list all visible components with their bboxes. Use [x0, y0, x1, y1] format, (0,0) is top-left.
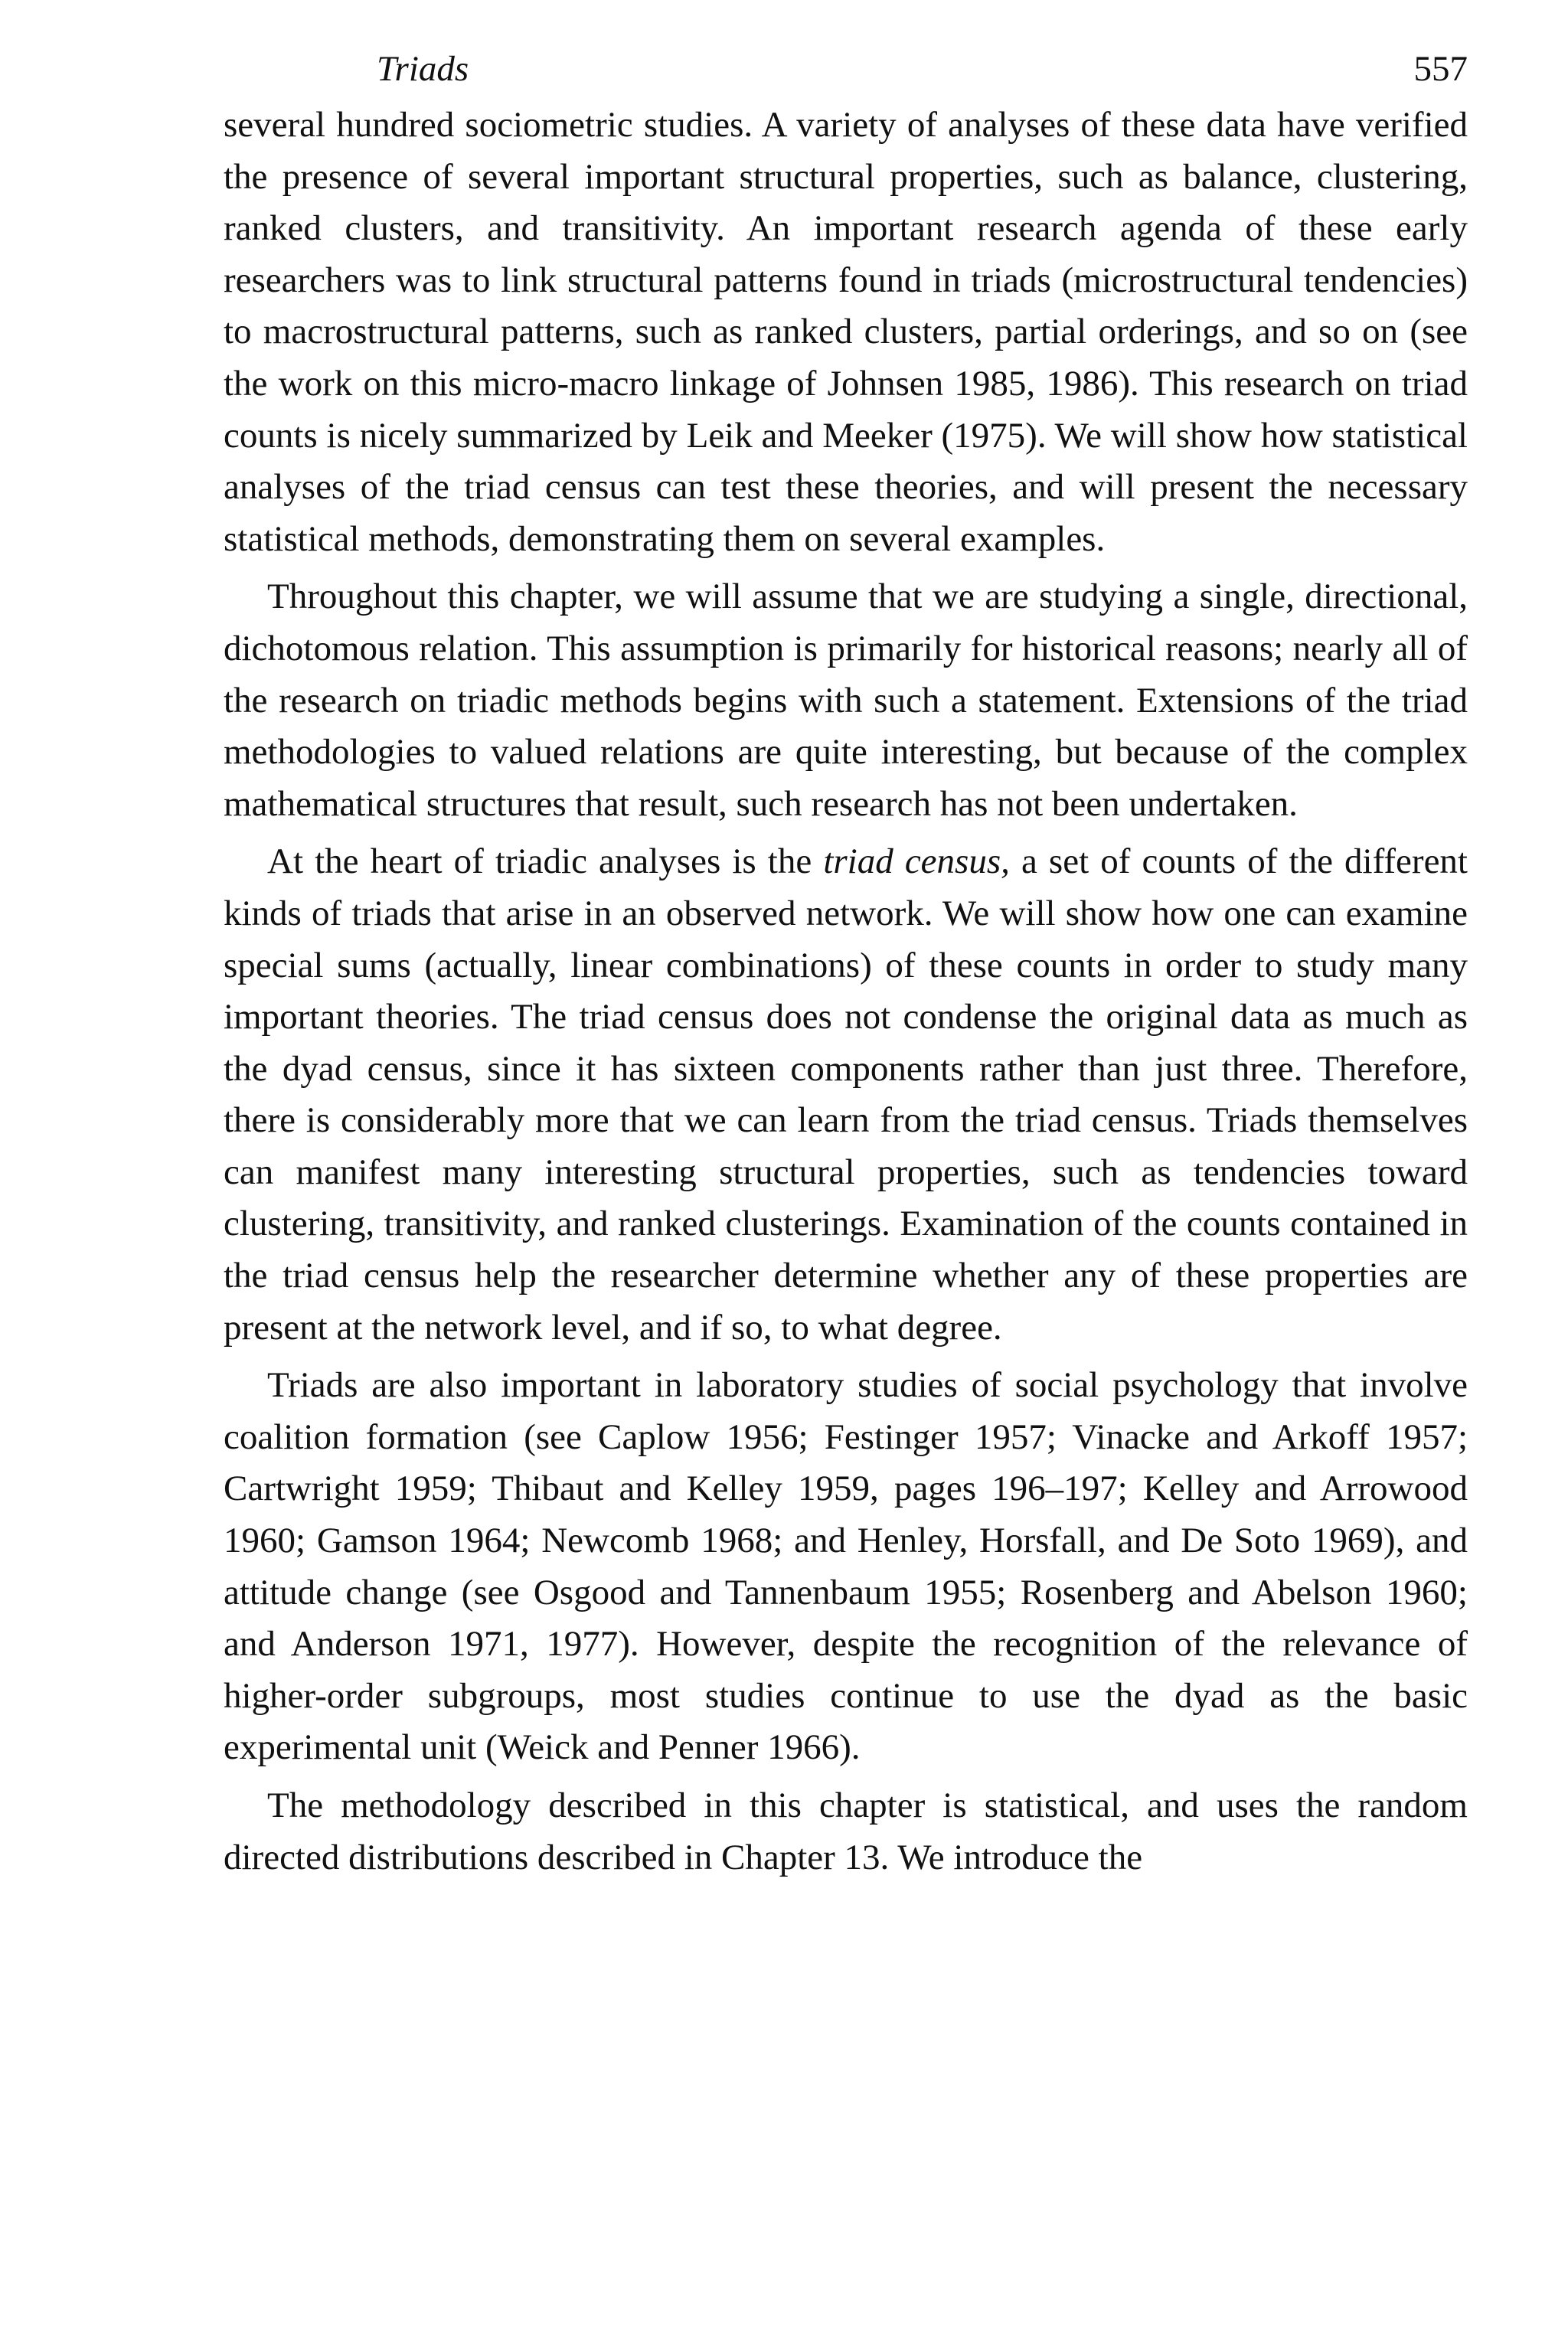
paragraph-4: Triads are also important in laboratory studies of social psychology that involve coalition formation (see Caplow 1956; Festinger 1957; Vinacke and Arkoff 1957; Cartwright 1959; Thibaut and Kelley 1959, pages 196–197; Kelley and Arrowood 1960; Gamson 1964; Newcomb 1968; and Henley, Horsfall, and De Soto 1969), and attitude change (see Osgood and Tannenbaum 1955; Rosenberg and Abelson 1960; and Anderson 1971, 1977). However, despite the recognition of the relevance of higher-order subgroups, most studies continue to use the dyad as the basic experimental unit (Weick and Penner 1966). [224, 1365, 1468, 1768]
paragraph-3-rest: a set of counts of the different kinds of triads that arise in an observed network. We will show how one can examine special sums (actually, linear combinations) of these counts in order to study many important theories. The triad census does not condense the original data as much as the dyad census, since it has sixteen components rather than just three. Therefore, there is considerably more that we can learn from the triad census. Triads themselves can manifest many interesting structural properties, such as tendencies toward clustering, transitivity, and ranked clusterings. Examination of the counts contained in the triad census help the researcher determine whether any of these properties are present at the network level, and if so, to what degree. [224, 841, 1468, 1348]
running-title: Triads [377, 49, 469, 89]
running-head [224, 38, 1468, 100]
paragraph-3-lead: At the heart of triadic analyses is the [267, 841, 824, 882]
paragraph-3 [224, 836, 1468, 1354]
book-page [224, 38, 1468, 1890]
page-number: 557 [1413, 49, 1468, 89]
paragraph-5: The methodology described in this chapter is statistical, and uses the random directed distributions described in Chapter 13. We introduce the [224, 1785, 1468, 1877]
paragraph-1: several hundred sociometric studies. A variety of analyses of these data have verified the presence of several important structural properties, such as balance, clustering, ranked clusters, and transitivity. An important research agenda of these early researchers was to link structural patterns found in triads (microstructural tendencies) to macrostructural patterns, such as ranked clusters, partial orderings, and so on (see the work on this micro-macro linkage of Johnsen 1985, 1986). This research on triad counts is nicely summarized by Leik and Meeker (1975). We will show how statistical analyses of the triad census can test these theories, and will present the necessary statistical methods, demonstrating them on several examples. [224, 105, 1468, 559]
paragraph-2: Throughout this chapter, we will assume that we are studying a single, directional, dichotomous relation. This assumption is primarily for historical reasons; nearly all of the research on triadic methods begins with such a statement. Extensions of the triad methodologies to valued relations are quite interesting, but because of the complex mathematical structures that result, such research has not been undertaken. [224, 577, 1468, 824]
body-text [224, 100, 1468, 1884]
triad-census-term: triad census, [823, 841, 1010, 882]
